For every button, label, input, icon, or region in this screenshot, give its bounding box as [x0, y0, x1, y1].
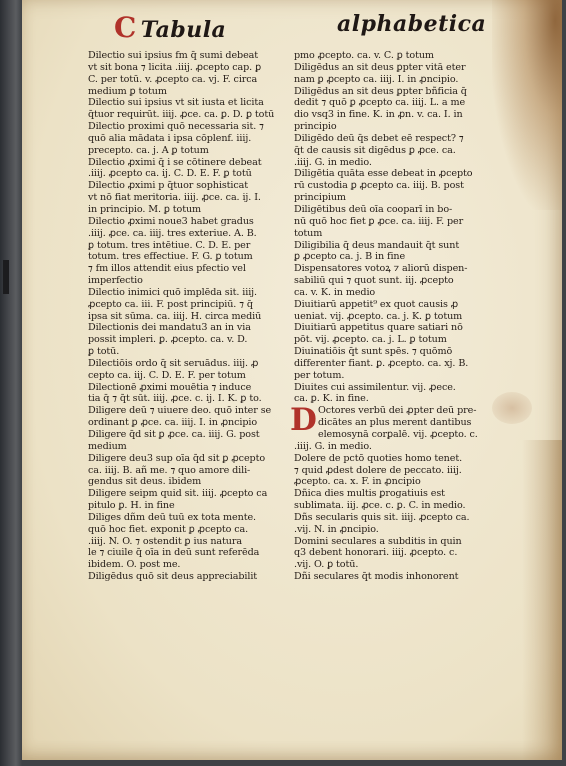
index-entry-line: dicātes an plus merent dantibus	[318, 417, 472, 429]
index-entry-line: ca. iiij. B. añ me. ⁊ quo amore dili-	[88, 464, 251, 476]
index-entry-line: .iiij. ꝓce. ca. iiij. tres exteriue. A. B.	[88, 227, 257, 239]
index-entry-line: Dilectio proximi quō necessaria sit. ⁊	[88, 121, 264, 133]
index-entry-line: Diligēdus an sit deus ꝑpter bñficia q̄	[294, 85, 467, 97]
index-entry-line: cepto ca. iij. C. D. E. F. per totum	[88, 369, 246, 381]
index-entry-line: tia q̄ ⁊ q̄t sūt. iiij. ꝓce. c. ij. I. K. ꝑ to.	[88, 393, 262, 405]
header-initial: C	[114, 11, 137, 44]
index-entry-line: Dilectio ꝓximi p q̄tuor sophisticat	[88, 180, 249, 192]
index-entry-line: q3 debent honorari. iiij. ꝓcepto. c.	[294, 547, 458, 559]
index-entry-line: .iiij. G. in medio.	[294, 156, 372, 168]
index-entry-line: totum	[294, 227, 323, 239]
index-entry-line: q̄tuor requirūt. iiij. ꝓce. ca. ꝑ. D. ꝑ totū	[88, 109, 275, 121]
index-entry-line: quō hoc fiet. exponit ꝑ ꝓcepto ca.	[88, 523, 249, 535]
running-head-left	[114, 11, 226, 44]
index-entry-line: sublimata. iij. ꝓce. c. ꝑ. C. in medio.	[294, 500, 466, 512]
index-entry-line: Diligēdus an sit deus ꝑpter vitā eter	[294, 61, 466, 73]
index-entry-line: ꝑ totū.	[88, 346, 120, 358]
index-entry-line: precepto. ca. j. A ꝑ totum	[88, 144, 209, 156]
index-entry-line: Dñica dies multis ꝑrogatiuis est	[294, 488, 445, 500]
index-entry-line: Dilectionis dei mandatu3 an in via	[88, 322, 251, 334]
index-entry-line: Diligere seipm quid sit. iiij. ꝓcepto ca	[88, 488, 268, 500]
index-entry-line: ⁊ fm illos attendit eius pfectio vel	[88, 263, 246, 275]
index-entry-line: .iiij. N. O. ⁊ ostendit ꝑ ius natura	[88, 535, 242, 547]
index-entry-line: possit impleri. ꝑ. ꝓcepto. ca. v. D.	[88, 334, 248, 346]
index-entry-line: ca. v. K. in medio	[294, 286, 376, 298]
index-entry-line: .vij. N. in ꝓncipio.	[294, 523, 379, 535]
index-entry-line: medium ꝑ totum	[88, 85, 167, 97]
index-entry-line: Dilectio ꝓximi noue3 habet gradus	[88, 215, 254, 227]
running-head-right	[337, 11, 486, 37]
index-entry-line: Diuinatiōis q̄t sunt spēs. ⁊ quōmō	[294, 346, 453, 358]
index-entry-line: Dispensatores votoꝝ ⁊ aliorū dispen-	[294, 263, 468, 275]
index-entry-line: rū custodia ꝑ ꝓcepto ca. iiij. B. post	[294, 180, 464, 192]
index-entry-line: ueniat. vij. ꝓcepto. ca. j. K. ꝑ totum	[294, 310, 463, 322]
index-entry-line: ca. ꝑ. K. in fine.	[294, 393, 369, 405]
index-entry-line: Diligēdus quō sit deus appreciabilit	[88, 571, 258, 583]
index-entry-line: Diuitiarū appetitus quare satiari nō	[294, 322, 463, 334]
index-entry-line: Domini seculares a subditis in quin	[294, 535, 462, 547]
index-entry-line: ipsa sit sūma. ca. iiij. H. circa mediū	[88, 310, 262, 322]
index-entry-line: per totum.	[294, 369, 345, 381]
left-column	[88, 50, 296, 583]
index-entry-line: quō alia mādata i ipsa cōplenf. iiij.	[88, 132, 252, 144]
index-entry-line: C. per totū. v. ꝓcepto ca. vj. F. circa	[88, 73, 258, 85]
index-entry-line: differenter fiant. ꝑ. ꝓcepto. ca. xj. B.	[294, 357, 469, 369]
index-entry-line: q̄t de causis sit digēdus ꝑ ꝓce. ca.	[294, 144, 456, 156]
index-entry-line: totum. tres effectiue. F. G. ꝑ totum	[88, 251, 253, 263]
book-page	[22, 0, 562, 760]
index-entry-line: Dilectio inimici quō implēda sit. iiij.	[88, 286, 257, 298]
index-entry-line: Dilectio ꝓximi q̄ i se cōtinere debeat	[88, 156, 262, 168]
index-entry-line: Dñi seculares q̄t modis inhonorent	[294, 571, 459, 583]
index-entry-line: ordinant ꝑ ꝓce. ca. iiij. I. in ꝓncipio	[88, 417, 258, 429]
drop-cap-initial: D	[290, 402, 317, 439]
index-entry-line: principio	[294, 121, 337, 133]
index-entry-line: gendus sit deus. ibidem	[88, 476, 202, 488]
index-entry-line: dio vsq3 in fine. K. in ꝓn. v. ca. I. in	[294, 109, 463, 121]
index-entry-line: vt sit bona ⁊ licita .iiij. ꝓcepto cap. ꝑ	[88, 61, 262, 73]
index-entry-line: .vij. O. ꝑ totū.	[294, 559, 359, 571]
index-entry-line: pōt. vij. ꝓcepto. ca. j. L. ꝑ totum	[294, 334, 447, 346]
index-entry-line: nam ꝑ ꝓcepto ca. iiij. I. in ꝓncipio.	[294, 73, 459, 85]
binding-mark	[3, 260, 9, 294]
index-entry-line: Diuitiarū appetit⁹ ex quot causis ꝓ	[294, 298, 459, 310]
index-entry-line: vt nō fiat meritoria. iiij. ꝓce. ca. ij. I.	[88, 192, 261, 204]
index-entry-line: Diligere deū ⁊ uiuere deo. quō inter se	[88, 405, 272, 417]
index-entry-line: Diuites cui assimilentur. vij. ꝓece.	[294, 381, 456, 393]
index-entry-line: imperfectio	[88, 275, 143, 287]
index-entry-line: Dñs secularis quis sit. iiij. ꝓcepto ca.	[294, 511, 470, 523]
index-entry-line: sabiliū qui ⁊ quot sunt. iij. ꝓcepto	[294, 275, 454, 287]
index-entry-line: Diliges dñm deū tuū ex tota mente.	[88, 511, 256, 523]
index-entry-line: pitulo ꝑ. H. in fine	[88, 500, 175, 512]
index-entry-line: Diligētibus deū oīa cooparī in bo-	[294, 203, 453, 215]
index-entry-line: dedit ⁊ quō ꝑ ꝓcepto ca. iiij. L. a me	[294, 97, 466, 109]
right-column	[290, 50, 502, 583]
index-entry-line: Diligēdo deū q̄s debet eē respect? ⁊	[294, 132, 464, 144]
index-entry-line: Dolere de pctō quoties homo tenet.	[294, 452, 463, 464]
header-right-word: alphabetica	[337, 11, 487, 37]
index-entry-line: nū quō hoc fiet ꝑ ꝓce. ca. iiij. F. per	[294, 215, 464, 227]
index-entry-line: le ⁊ ciuile q̄ oīa in deū sunt referēda	[88, 547, 260, 559]
index-entry-line: in principio. M. ꝑ totum	[88, 203, 202, 215]
index-entry-line: Dilectionē ꝓximi mouētia ⁊ induce	[88, 381, 252, 393]
index-entry-line: ⁊ quid ꝓdest dolere de peccato. iiij.	[294, 464, 462, 476]
age-stain-right-edge	[522, 440, 562, 760]
index-entry-line: Dilectio sui ipsius vt sit iusta et licita	[88, 97, 264, 109]
index-entry-line: pmo ꝓcepto. ca. v. C. ꝑ totum	[294, 50, 434, 61]
index-entry-line: Diligibilia q̄ deus mandauit q̄t sunt	[294, 239, 460, 251]
index-entry-line: Diligētia quāta esse debeat in ꝓcepto	[294, 168, 473, 180]
index-entry-line: Dilectiōis ordo q̄ sit seruādus. iiij. ꝓ	[88, 357, 259, 369]
index-entry-line: medium	[88, 440, 127, 452]
index-entry-line: ꝑ ꝓcepto ca. j. B in fine	[294, 251, 406, 263]
index-entry-line: ꝑ totum. tres intētiue. C. D. E. per	[88, 239, 251, 251]
index-entry-line: Diligere q̄d sit ꝑ ꝓce. ca. iiij. G. post	[88, 429, 260, 440]
index-entry-line: .iiij. G. in medio.	[294, 440, 372, 452]
index-entry-line: Dilectio sui ipsius fm q̄ sumi debeat	[88, 50, 259, 61]
index-entry-line: elemosynā corꝑalē. vij. ꝓcepto. c.	[318, 429, 478, 440]
header-left-word: Tabula	[140, 17, 227, 43]
index-entry-line: Diligere deu3 sup oīa q̄d sit ꝑ ꝓcepto	[88, 452, 266, 464]
index-entry-line: ibidem. O. post me.	[88, 559, 181, 571]
index-entry-line: Octores verbū dei ꝓpter deū pre- D	[290, 402, 477, 439]
index-entry-line: principium	[294, 192, 346, 204]
index-entry-line: ꝓcepto ca. iii. F. post principiū. ⁊ q̄	[88, 298, 253, 310]
index-entry-line: .iiij. ꝓcepto ca. ij. C. D. E. F. ꝑ totū	[88, 168, 252, 180]
age-stain-top-right	[492, 0, 562, 210]
index-entry-line: ꝓcepto. ca. x. F. in ꝓncipio	[294, 476, 421, 488]
